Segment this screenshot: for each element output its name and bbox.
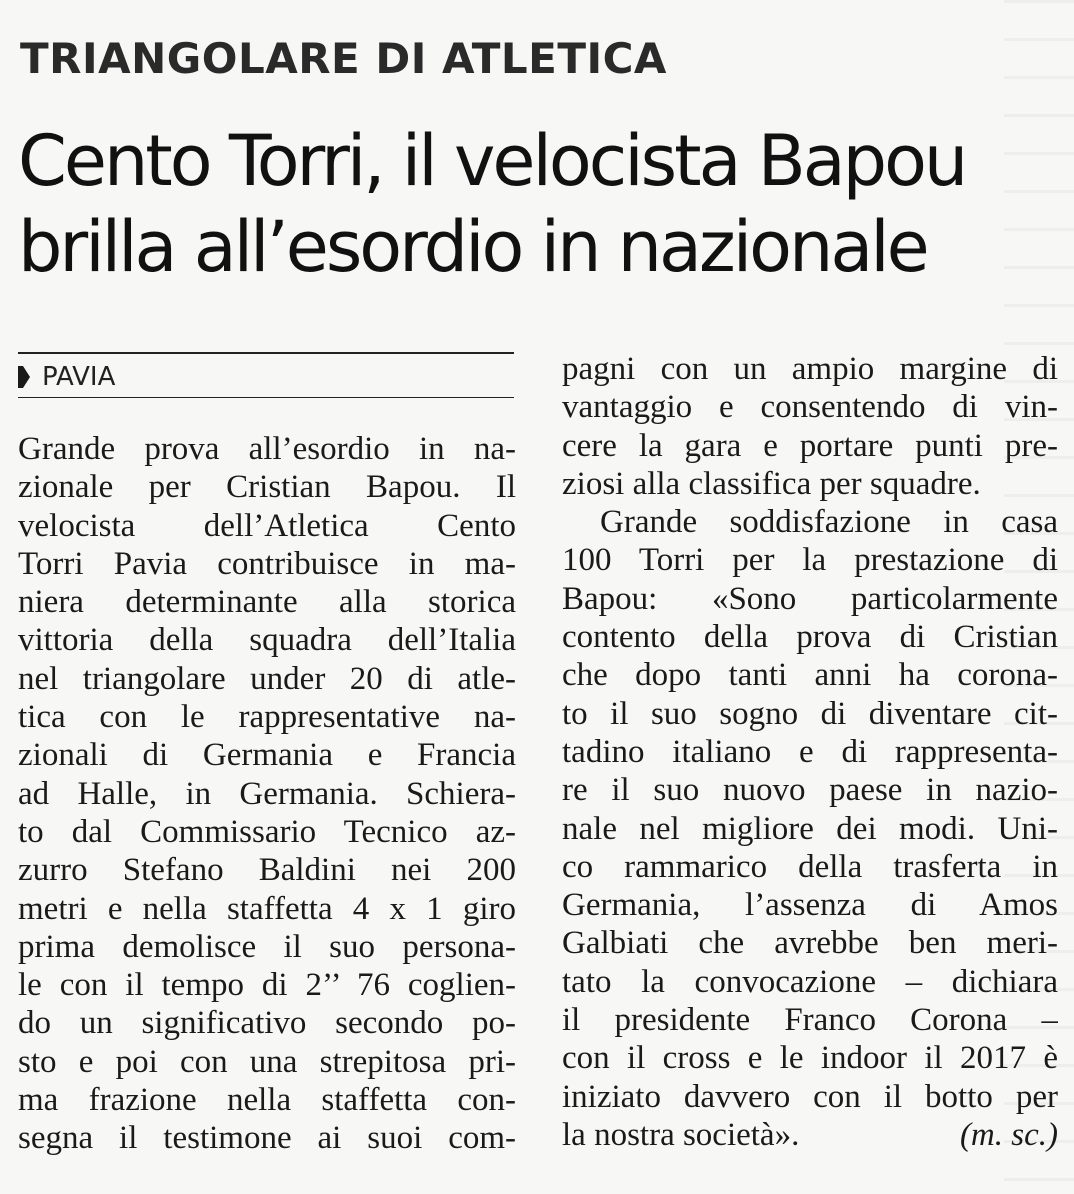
text-line: Galbiati che avrebbe ben meri- [562, 925, 1058, 962]
text-line: che dopo tanti anni ha corona- [562, 657, 1058, 694]
text-line: Torri Pavia contribuisce in ma- [18, 545, 516, 582]
text-line: ma frazione nella staffetta con- [18, 1082, 516, 1119]
text-line: Grande soddisfazione in casa [600, 504, 1058, 541]
text-line: re il suo nuovo paese in nazio- [562, 772, 1058, 809]
dateline-marker-icon [18, 366, 30, 388]
headline [18, 118, 1038, 290]
text-line: Germania, l’assenza di Amos [562, 887, 1058, 924]
text-line: ziosi alla classifica per squadre. [562, 465, 981, 502]
text-line: iniziato davvero con il botto per [562, 1078, 1058, 1115]
dateline [18, 352, 514, 398]
text-line: prima demolisce il suo persona- [18, 928, 516, 965]
text-line: do un significativo secondo po- [18, 1005, 516, 1042]
text-line: tica con le rappresentative na- [18, 699, 516, 736]
text-line: le con il tempo di 2’’ 76 coglien- [18, 967, 516, 1004]
text-line: zionali di Germania e Francia [18, 737, 516, 774]
text-line: tato la convocazione – dichiara [562, 963, 1058, 1000]
text-line: zurro Stefano Baldini nei 200 [18, 852, 516, 889]
closing-line [562, 1116, 1058, 1154]
headline-line-1: Cento Torri, il velocista Bapou [18, 120, 966, 202]
article-column-left [18, 430, 516, 1158]
text-line: zionale per Cristian Bapou. Il [18, 469, 516, 506]
text-line: vantaggio e consentendo di vin- [562, 389, 1058, 426]
text-line: vittoria della squadra dell’Italia [18, 622, 516, 659]
article-column-right [562, 350, 1058, 1154]
text-line: tadino italiano e di rappresenta- [562, 733, 1058, 770]
text-line: pagni con un ampio margine di [562, 351, 1058, 387]
text-line: sto e poi con una strepitosa pri- [18, 1043, 516, 1080]
headline-line-2: brilla all’esordio in nazionale [18, 206, 927, 288]
section-kicker: TRIANGOLARE DI ATLETICA [20, 34, 667, 83]
text-line: il presidente Franco Corona – [562, 1002, 1058, 1039]
text-line: nale nel migliore dei modi. Uni- [562, 810, 1058, 847]
text-line: to il suo sogno di diventare cit- [562, 695, 1058, 732]
text-line: segna il testimone ai suoi com- [18, 1120, 516, 1157]
text-line: Bapou: «Sono particolarmente [562, 580, 1058, 617]
text-line: metri e nella staffetta 4 x 1 giro [18, 890, 516, 927]
text-line: velocista dell’Atletica Cento [18, 507, 516, 544]
text-line: ad Halle, in Germania. Schiera- [18, 775, 516, 812]
text-line: cere la gara e portare punti pre- [562, 427, 1058, 464]
text-line: niera determinante alla storica [18, 584, 516, 621]
text-line: la nostra società». [562, 1116, 800, 1153]
text-line: to dal Commissario Tecnico az- [18, 813, 516, 850]
author-signature: (m. sc.) [959, 1116, 1058, 1153]
text-line: co rammarico della trasferta in [562, 848, 1058, 885]
text-line: contento della prova di Cristian [562, 619, 1058, 656]
text-line: Grande prova all’esordio in na- [18, 431, 516, 467]
dateline-location: PAVIA [42, 362, 116, 392]
text-line: con il cross e le indoor il 2017 è [562, 1040, 1058, 1077]
text-line: 100 Torri per la prestazione di [562, 542, 1058, 579]
text-line: nel triangolare under 20 di atle- [18, 660, 516, 697]
